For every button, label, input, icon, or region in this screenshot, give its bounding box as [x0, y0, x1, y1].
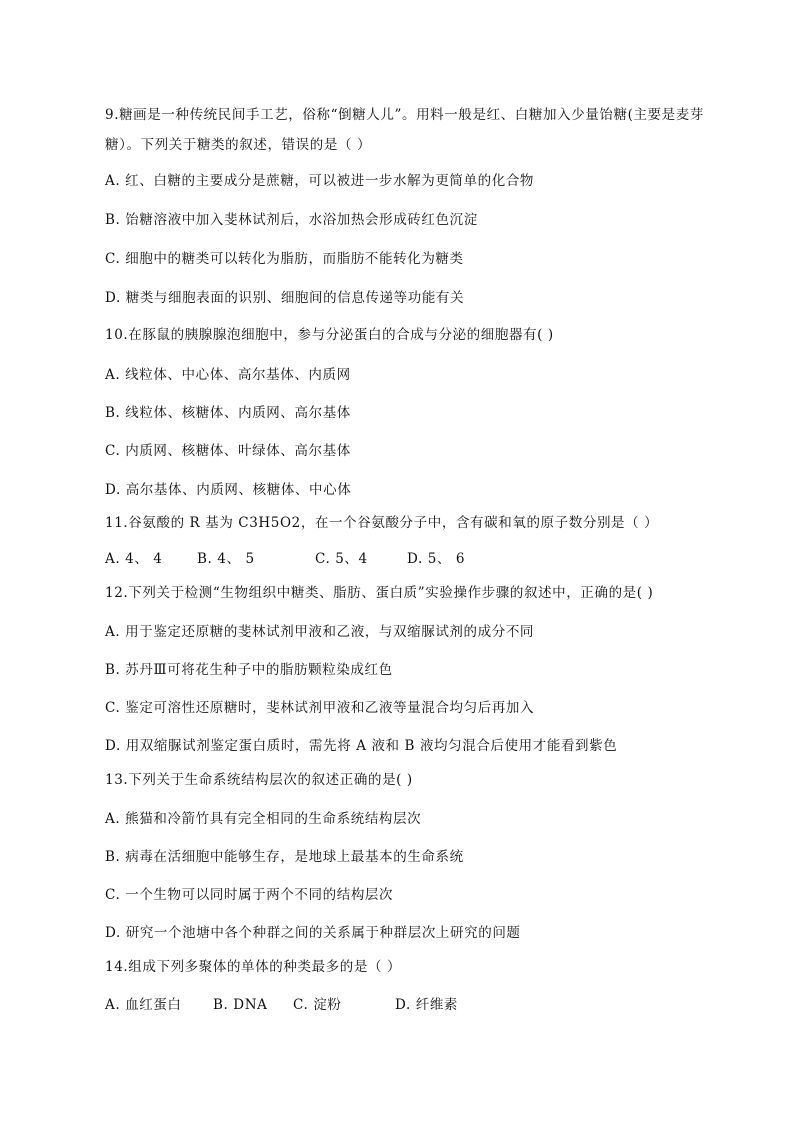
q10-option-c: C. 内质网、核糖体、叶绿体、高尔基体 [105, 443, 351, 459]
q12-option-d: D. 用双缩脲试剂鉴定蛋白质时，需先将 A 液和 B 液均匀混合后使用才能看到紫色 [105, 738, 618, 754]
q14-option-d: D. 纤维素 [395, 997, 459, 1013]
q9-stem-line-1: 9.糖画是一种传统民间手工艺，俗称“倒糖人儿”。用料一般是红、白糖加入少量饴糖(主要是麦芽 [105, 107, 704, 123]
q10-option-b: B. 线粒体、核糖体、内质网、高尔基体 [105, 405, 351, 421]
q9-option-c: C. 细胞中的糖类可以转化为脂肪，而脂肪不能转化为糖类 [105, 251, 464, 267]
q9-option-a: A. 红、白糖的主要成分是蔗糖，可以被进一步水解为更简单的化合物 [105, 173, 535, 189]
q9-option-b: B. 饴糖溶液中加入斐林试剂后，水浴加热会形成砖红色沉淀 [105, 212, 478, 228]
q12-option-a: A. 用于鉴定还原糖的斐林试剂甲液和乙液，与双缩脲试剂的成分不同 [105, 624, 535, 640]
q13-stem: 13.下列关于生命系统结构层次的叙述正确的是( ) [105, 772, 413, 788]
q13-option-d: D. 研究一个池塘中各个种群之间的关系属于种群层次上研究的问题 [105, 925, 521, 941]
q14-option-b: B. DNA [213, 997, 268, 1013]
q13-option-c: C. 一个生物可以同时属于两个不同的结构层次 [105, 887, 394, 903]
q14-option-c: C. 淀粉 [293, 997, 342, 1013]
q10-stem: 10.在豚鼠的胰腺腺泡细胞中，参与分泌蛋白的合成与分泌的细胞器有( ) [105, 327, 554, 343]
q9-option-d: D. 糖类与细胞表面的识别、细胞间的信息传递等功能有关 [105, 290, 465, 306]
q14-option-a: A. 血红蛋白 [105, 997, 182, 1013]
q11-option-d: D. 5、 6 [407, 551, 466, 567]
q11-option-b: B. 4、 5 [197, 551, 255, 567]
q10-option-a: A. 线粒体、中心体、高尔基体、内质网 [105, 367, 351, 383]
q12-option-b: B. 苏丹Ⅲ可将花生种子中的脂肪颗粒染成红色 [105, 662, 393, 678]
q12-stem: 12.下列关于检测“生物组织中糖类、脂肪、蛋白质”实验操作步骤的叙述中，正确的是( ) [105, 585, 654, 601]
q14-stem: 14.组成下列多聚体的单体的种类最多的是（ ） [105, 959, 402, 975]
q11-stem: 11.谷氨酸的 R 基为 C3H5O2，在一个谷氨酸分子中，含有碳和氧的原子数分别是（ ） [105, 515, 659, 531]
q12-option-c: C. 鉴定可溶性还原糖时，斐林试剂甲液和乙液等量混合均匀后再加入 [105, 700, 535, 716]
q13-option-b: B. 病毒在活细胞中能够生存，是地球上最基本的生命系统 [105, 849, 464, 865]
q13-option-a: A. 熊猫和冷箭竹具有完全相同的生命系统结构层次 [105, 811, 422, 827]
q11-option-a: A. 4、 4 [105, 551, 163, 567]
q10-option-d: D. 高尔基体、内质网、核糖体、中心体 [105, 482, 352, 498]
q9-stem-line-2: 糖）。下列关于糖类的叙述，错误的是（ ） [105, 137, 372, 153]
q11-option-c: C. 5、4 [315, 551, 368, 567]
